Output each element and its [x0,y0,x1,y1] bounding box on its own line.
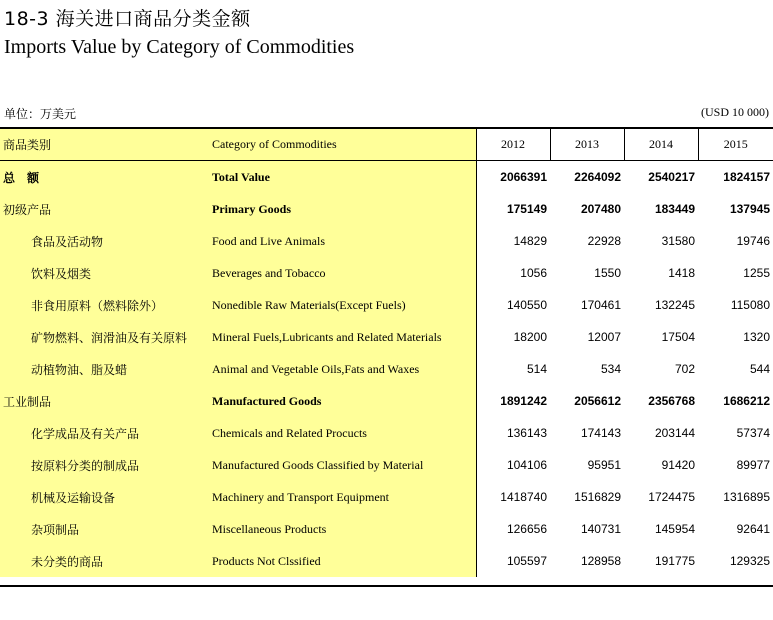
row-label-english: Manufactured Goods [208,385,476,417]
row-label-chinese: 未分类的商品 [0,545,208,577]
cell-value: 128958 [580,554,621,568]
row-label-chinese: 工业制品 [0,385,208,417]
cell-value: 175149 [476,193,550,225]
cell-value: 19746 [736,234,770,248]
cell-value: 1516829 [574,490,621,504]
cell-value: 132245 [654,298,695,312]
cell-value: 1724475 [648,490,695,504]
cell-value: 145954 [654,522,695,536]
table-row [0,353,773,385]
row-label-chinese: 动植物油、脂及蜡 [0,353,208,385]
page-title-english: Imports Value by Category of Commodities [4,36,355,58]
table-row [0,417,773,449]
cell-value: 1891242 [476,385,550,417]
cell-value: 1418 [668,266,695,280]
cell-value: 140550 [476,289,550,321]
row-label-english: Beverages and Tobacco [208,257,476,289]
cell-value: 174143 [580,426,621,440]
table-row [0,289,773,321]
row-label-chinese: 按原料分类的制成品 [0,449,208,481]
cell-value: 105597 [476,545,550,577]
table-row [0,449,773,481]
cell-value: 1550 [594,266,621,280]
cell-value: 14829 [476,225,550,257]
table-row-total [0,161,773,194]
cell-value: 1316895 [723,490,770,504]
row-label-chinese: 食品及活动物 [0,225,208,257]
cell-value: 2264092 [574,170,621,184]
cell-value: 22928 [587,234,621,248]
cell-value: 1320 [743,330,770,344]
row-label-english: Miscellaneous Products [208,513,476,545]
row-label-chinese: 非食用原料（燃料除外） [0,289,208,321]
cell-value: 104106 [476,449,550,481]
row-label-chinese: 初级产品 [0,193,208,225]
table-row [0,545,773,577]
row-label-english: Food and Live Animals [208,225,476,257]
row-label-chinese: 化学成品及有关产品 [0,417,208,449]
table-row [0,321,773,353]
table-row-primary-goods [0,193,773,225]
header-year-2014: 2014 [624,129,698,161]
cell-value: 1255 [743,266,770,280]
row-label-english: Nonedible Raw Materials(Except Fuels) [208,289,476,321]
cell-value: 203144 [654,426,695,440]
row-label-english: Chemicals and Related Procucts [208,417,476,449]
cell-value: 95951 [587,458,621,472]
row-label-english: Manufactured Goods Classified by Material [208,449,476,481]
table-row [0,257,773,289]
cell-value: 514 [476,353,550,385]
unit-label-chinese: 单位：万美元 [4,107,77,121]
table-row [0,225,773,257]
cell-value: 183449 [654,202,695,216]
cell-value: 2066391 [476,161,550,194]
row-label-english: Animal and Vegetable Oils,Fats and Waxes [208,353,476,385]
table-bottom-rule [0,585,773,587]
cell-value: 544 [749,362,770,376]
row-label-english: Machinery and Transport Equipment [208,481,476,513]
cell-value: 2540217 [648,170,695,184]
cell-value: 1686212 [723,394,770,408]
cell-value: 2356768 [648,394,695,408]
row-label-chinese: 杂项制品 [0,513,208,545]
cell-value: 12007 [587,330,621,344]
cell-value: 89977 [736,458,770,472]
cell-value: 2056612 [574,394,621,408]
cell-value: 126656 [476,513,550,545]
header-year-2012: 2012 [476,129,550,161]
cell-value: 207480 [580,202,621,216]
row-label-chinese: 矿物燃料、润滑油及有关原料 [0,321,208,353]
cell-value: 18200 [476,321,550,353]
row-label-chinese: 总 额 [0,161,208,194]
table-row [0,481,773,513]
row-label-english: Primary Goods [208,193,476,225]
header-year-2015: 2015 [698,129,773,161]
cell-value: 17504 [661,330,695,344]
row-label-english: Total Value [208,161,476,194]
cell-value: 170461 [580,298,621,312]
cell-value: 1056 [476,257,550,289]
cell-value: 140731 [580,522,621,536]
imports-table [0,129,773,577]
cell-value: 136143 [476,417,550,449]
page-title-chinese: 18-3 海关进口商品分类金额 [4,8,251,30]
table-row-manufactured-goods [0,385,773,417]
row-label-english: Products Not Clssified [208,545,476,577]
row-label-english: Mineral Fuels,Lubricants and Related Materials [208,321,476,353]
cell-value: 31580 [661,234,695,248]
cell-value: 1418740 [476,481,550,513]
row-label-chinese: 饮料及烟类 [0,257,208,289]
cell-value: 91420 [661,458,695,472]
cell-value: 191775 [654,554,695,568]
table-header-row [0,129,773,161]
cell-value: 57374 [736,426,770,440]
cell-value: 137945 [729,202,770,216]
header-category-chinese: 商品类别 [0,129,208,161]
cell-value: 115080 [730,298,770,312]
unit-label-english: (USD 10 000) [701,105,769,119]
cell-value: 702 [674,362,695,376]
row-label-chinese: 机械及运输设备 [0,481,208,513]
table-row [0,513,773,545]
header-category-english: Category of Commodities [208,129,476,161]
cell-value: 1824157 [723,170,770,184]
cell-value: 129325 [729,554,770,568]
cell-value: 92641 [736,522,770,536]
cell-value: 534 [600,362,621,376]
header-year-2013: 2013 [550,129,624,161]
